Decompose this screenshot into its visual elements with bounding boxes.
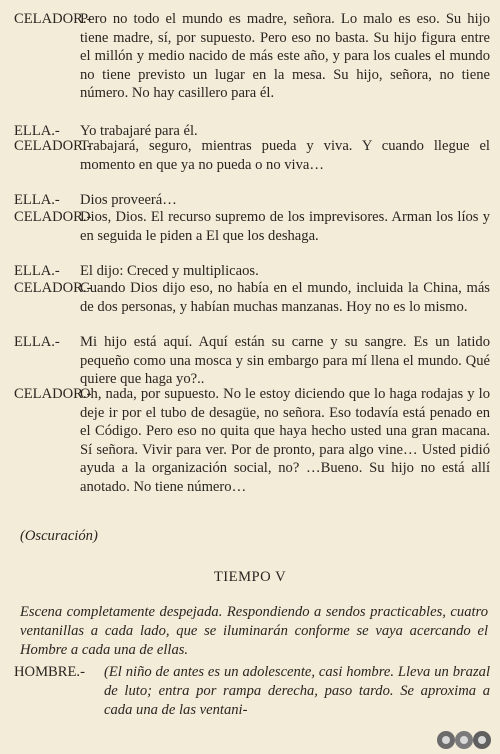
stage-direction-text: (El niño de antes es un adolescente, casi hombre. Lleva un brazal de luto; entra por rampa derecha, paso tardo. Se aproxima a cada una de las ventani- — [104, 664, 490, 718]
dialogue-text: Trabajará, seguro, mientras pueda y viva. Y cuando llegue el momento en que ya no pueda o no viva… — [80, 138, 490, 173]
dialogue-line — [14, 333, 490, 389]
dialogue-line — [14, 663, 490, 720]
dialogue-line — [14, 10, 490, 103]
dialogue-line — [14, 262, 490, 281]
section-title: TIEMPO V — [213, 569, 287, 585]
speaker-name: CELADOR.- — [14, 280, 92, 296]
dialogue-text: El dijo: Creced y multiplicaos. — [80, 263, 259, 279]
speaker-name: HOMBRE.- — [14, 664, 85, 680]
dialogue-text: Mi hijo está aquí. Aquí están su carne y su sangre. Es un latido pequeño como una mosca y sin embargo para mí llena el mundo. Qué quiere que haga yo?.. — [80, 334, 490, 388]
dialogue-text: Oh, nada, por supuesto. No le estoy diciendo que lo haga rodajas y lo deje ir por el tubo de desagüe, no señora. Eso todavía está penado en el Código. Pero eso no quita que haya hecho usted una gran macana. Sí señora. Vivir para ver. Por de pronto, para algo vine… Usted pidió ayuda a la organización social, no? …Bueno. Su hijo no está allí anotado. No tiene número… — [80, 386, 490, 495]
watermark-circle-inner — [460, 736, 468, 744]
dialogue-line — [14, 279, 490, 316]
dialogue-text: Dios, Dios. El recurso supremo de los imprevisores. Arman los líos y en seguida le piden a El que los deshaga. — [80, 209, 490, 244]
dialogue-line — [14, 208, 490, 245]
dialogue-line — [14, 137, 490, 174]
dialogue-text: Cuando Dios dijo eso, no había en el mundo, incluida la China, más de dos personas, y habían muchas manzanas. Hoy no es lo mismo. — [80, 280, 490, 315]
stage-direction: (Oscuración) — [20, 528, 98, 544]
dialogue-text: Dios proveerá… — [80, 192, 177, 208]
speaker-name: CELADOR.- — [14, 138, 92, 154]
watermark-logo — [436, 730, 492, 750]
dialogue-text: Yo trabajaré para él. — [80, 123, 198, 139]
speaker-name: CELADOR.- — [14, 11, 92, 27]
speaker-name: ELLA.- — [14, 263, 60, 279]
dialogue-line — [14, 385, 490, 497]
watermark-circle-inner — [442, 736, 450, 744]
speaker-name: ELLA.- — [14, 334, 60, 350]
dialogue-line — [14, 191, 490, 210]
speaker-name: CELADOR.- — [14, 209, 92, 225]
watermark-circle-inner — [478, 736, 486, 744]
speaker-name: ELLA.- — [14, 123, 60, 139]
scene-description: Escena completamente despejada. Respondiendo a sendos practicables, cuatro ventanillas a cada lado, que se iluminarán conforme se vaya acercando el Hombre a cada una de ellas. — [20, 604, 488, 658]
speaker-name: ELLA.- — [14, 192, 60, 208]
dialogue-text: Pero no todo el mundo es madre, señora. Lo malo es eso. Su hijo tiene madre, sí, por supuesto. Pero eso no basta. Su hijo figura entre el millón y medio nacido de más este año, y para los cuales el mundo no tiene previsto un lugar en la mesa. Su hijo, señora, no tiene número. No hay casillero para él. — [80, 11, 490, 102]
speaker-name: CELADOR.- — [14, 386, 92, 402]
